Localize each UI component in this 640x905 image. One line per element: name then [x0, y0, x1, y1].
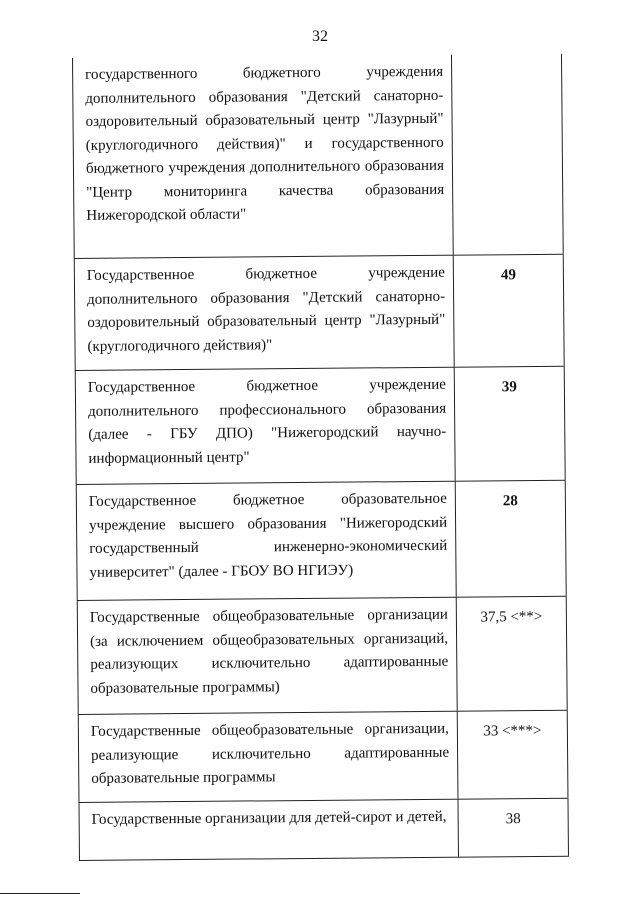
row-description: Государственные организации для детей-сирот и детей,: [79, 800, 459, 860]
table-row: [74, 254, 565, 370]
page-number: 32: [312, 28, 328, 45]
row-description: Государственные общеобразовательные организации (за исключением общеобразовательных организаций, реализующих исключительно адаптированные образовательные программы): [77, 598, 458, 714]
norms-table: [72, 54, 569, 860]
row-value: 33 <***>: [458, 711, 569, 799]
row-value: 49: [454, 255, 565, 367]
row-value: [452, 54, 564, 255]
footnote-divider: [0, 893, 80, 894]
row-description: Государственное бюджетное учреждение дополнительного образования "Детский санаторно-оздоровительный образовательный центр "Лазурный" (круглогодичного действия)": [74, 256, 455, 370]
table-row: [75, 366, 566, 484]
row-description: Государственное бюджетное образовательное учреждение высшего образования "Нижегородский государственный инженерно-экономический университет" (далее - ГБОУ ВО НГИЭУ): [76, 482, 457, 600]
row-description: Государственные общеобразовательные организации, реализующие исключительно адаптированные образовательные программы: [78, 712, 459, 802]
row-description: государственного бюджетного учреждения дополнительного образования "Детский санаторно-оздоровительный образовательный центр "Лазурный" (круглогодичного действия)" и государственного бюджетного учреждения дополнительного образования "Центр мониторинга качества образования Нижегородской области": [72, 55, 454, 258]
table-row: [78, 710, 569, 802]
row-value: 39: [455, 367, 566, 481]
row-description: Государственное бюджетное учреждение дополнительного профессионального образования (далее - ГБУ ДПО) "Нижегородский научно-информационный центр": [75, 368, 456, 484]
row-value: 37,5 <**>: [457, 597, 568, 711]
row-value: 28: [456, 481, 567, 597]
table-row: [78, 798, 568, 860]
table-row: [77, 596, 568, 714]
table-row: [72, 54, 564, 258]
table-row: [76, 480, 567, 600]
row-value: 38: [458, 799, 568, 857]
